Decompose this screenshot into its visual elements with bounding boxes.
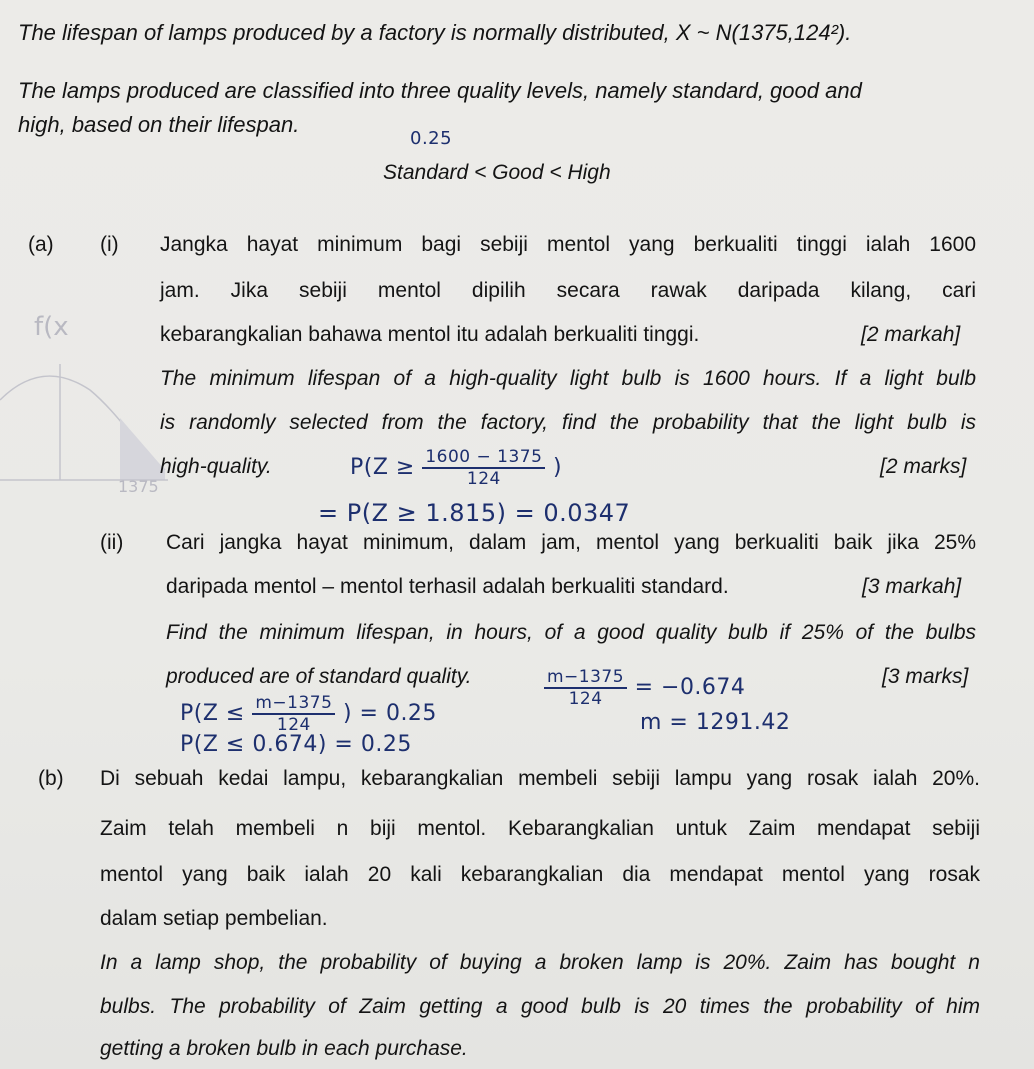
b-malay-line-4: dalam setiap pembelian. [100,907,328,930]
intro-line-2: The lamps produced are classified into three quality levels, namely standard, good and [18,78,862,103]
handwritten-axis-label: 1375 [118,477,159,496]
handwritten-answer-a-ii-result: m = 1291.42 [640,710,791,735]
normal-curve-sketch [0,360,170,490]
a-ii-malay-line-1: Cari jangka hayat minimum, dalam jam, mentol yang berkualiti baik jika 25% [166,531,976,554]
a-ii-english-line-2: produced are of standard quality. [166,665,472,688]
handwritten-answer-a-ii-line-1: P(Z ≤ $\frac{m-1375}{124}$ ) = 0.25 [180,693,437,735]
a-i-malay-marks: [2 markah] [861,323,961,346]
a-ii-english-marks: [3 marks] [882,665,969,688]
handwritten-answer-a-ii-line-2: P(Z ≤ 0.674) = 0.25 [180,732,412,757]
a-i-malay-line-3: kebarangkalian bahawa mentol itu adalah berkualiti tinggi. [160,323,700,346]
b-malay-line-1: Di sebuah kedai lampu, kebarangkalian membeli sebiji lampu yang rosak ialah 20%. [100,767,980,790]
b-english-line-3: getting a broken bulb in each purchase. [100,1037,468,1060]
a-i-english-line-3: high-quality. [160,455,272,478]
a-i-english-line-2: is randomly selected from the factory, find the probability that the light bulb is [160,411,976,434]
b-english-line-1: In a lamp shop, the probability of buying a broken lamp is 20%. Zaim has bought n [100,951,980,974]
part-a-label: (a) [28,233,54,256]
quality-ordering: Standard < Good < High [383,161,611,184]
handwritten-note-0-25: 0.25 [410,128,453,149]
intro-line-3: high, based on their lifespan. [18,112,300,137]
handwritten-answer-a-i-line-1: P(Z ≥ $\frac{1600 - 1375}{124}$ ) [350,447,563,489]
part-a-ii-label: (ii) [100,531,124,554]
a-ii-english-line-1: Find the minimum lifespan, in hours, of a good quality bulb if 25% of the bulbs [166,621,976,644]
handwritten-answer-a-i-line-2: = P(Z ≥ 1.815) = 0.0347 [318,499,631,527]
a-i-malay-line-2: jam. Jika sebiji mentol dipilih secara rawak daripada kilang, cari [160,279,976,302]
part-b-label: (b) [38,767,64,790]
a-ii-malay-line-2: daripada mentol – mentol terhasil adalah berkualiti standard. [166,575,729,598]
intro-line-1: The lifespan of lamps produced by a factory is normally distributed, X ~ N(1375,124²). [18,20,852,45]
a-i-english-line-1: The minimum lifespan of a high-quality light bulb is 1600 hours. If a light bulb [160,367,976,390]
a-i-english-marks: [2 marks] [880,455,967,478]
b-malay-line-2: Zaim telah membeli n biji mentol. Kebarangkalian untuk Zaim mendapat sebiji [100,817,980,840]
a-i-malay-line-1: Jangka hayat minimum bagi sebiji mentol yang berkualiti tinggi ialah 1600 [160,233,976,256]
part-a-i-label: (i) [100,233,119,256]
b-english-line-2: bulbs. The probability of Zaim getting a good bulb is 20 times the probability of him [100,995,980,1018]
a-ii-malay-marks: [3 markah] [862,575,962,598]
b-malay-line-3: mentol yang baik ialah 20 kali kebarangkalian dia mendapat mentol yang rosak [100,863,980,886]
handwritten-fx-label: f(x [34,312,69,342]
handwritten-answer-a-ii-equation: $\frac{m-1375}{124}$ = −0.674 [544,668,745,708]
